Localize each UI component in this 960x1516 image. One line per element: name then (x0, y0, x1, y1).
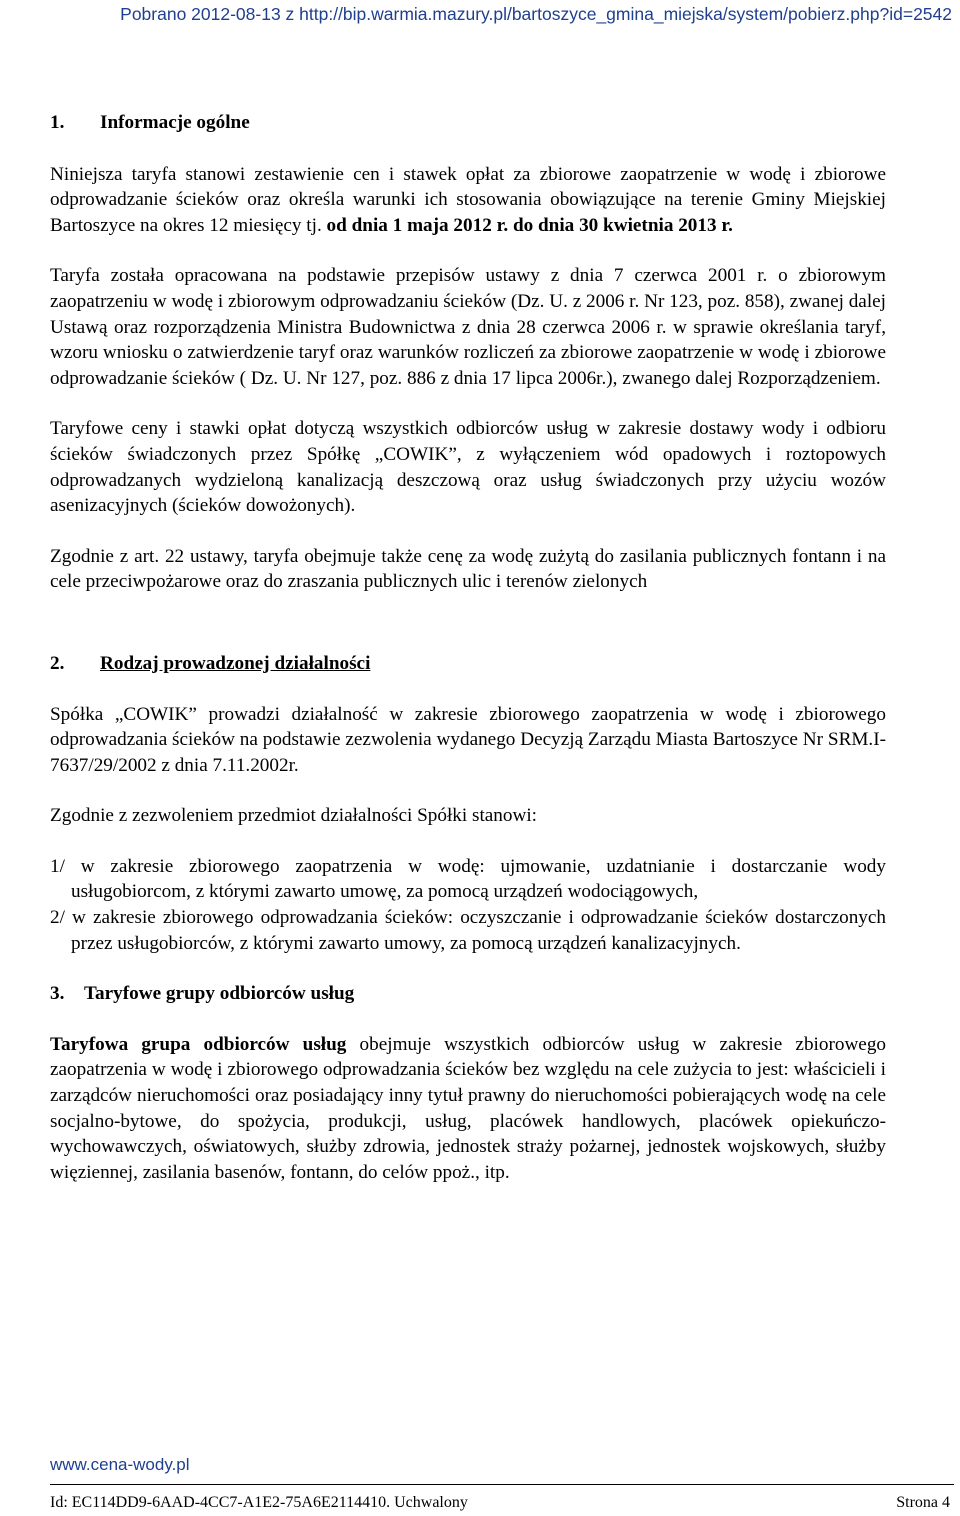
section-number: 3. (50, 983, 65, 1005)
section-number: 2. (50, 652, 65, 674)
footer-divider (50, 1484, 954, 1485)
paragraph: Spółka „COWIK” prowadzi działalność w zakresie zbiorowego zaopatrzenia w wodę i zbiorowego odprowadzania ścieków na podstawie zezwolenia wydanego Decyzją Zarządu Miasta Bartoszyce Nr SRM.I-7637/29/2002 z dnia 7.11.2002r. (50, 703, 886, 776)
document-body (50, 110, 886, 1185)
paragraph (50, 162, 886, 239)
section-title: Rodzaj prowadzonej działalności (100, 652, 371, 674)
validity-period: od dnia 1 maja 2012 r. do dnia 30 kwietnia 2013 r. (326, 214, 733, 236)
document-id: Id: EC114DD9-6AAD-4CC7-A1E2-75A6E2114410. Uchwalony (50, 1494, 468, 1511)
paragraph: Zgodnie z zezwoleniem przedmiot działalności Spółki stanowi: (50, 805, 538, 827)
footer-site-link[interactable]: www.cena-wody.pl (50, 1455, 190, 1474)
list-item: 2/ w zakresie zbiorowego odprowadzania ścieków: oczyszczanie i odprowadzanie ścieków dostarczonych przez usługobiorców, z którymi zawarto umowy, za pomocą urządzeń kanalizacyjnych. (50, 907, 886, 954)
section-1-heading (50, 110, 886, 136)
paragraph: Taryfa została opracowana na podstawie przepisów ustawy z dnia 7 czerwca 2001 r. o zbiorowym zaopatrzeniu w wodę i zbiorowym odprowadzaniu ścieków (Dz. U. z 2006 r. Nr 123, poz. 858), zwanej dalej Ustawą oraz rozporządzenia Ministra Budownictwa z dnia 28 czerwca 2006 r. w sprawie określania taryf, wzoru wniosku o zatwierdzenie taryf oraz warunków rozliczeń za zbiorowe zaopatrzenie w wodę i zbiorowe odprowadzanie ścieków ( Dz. U. Nr 127, poz. 886 z dnia 17 lipca 2006r.), zwanego dalej Rozporządzeniem. (50, 265, 886, 389)
section-title: Taryfowe grupy odbiorców usług (84, 983, 355, 1005)
page-number: Strona 4 (896, 1494, 950, 1511)
section-2-heading (50, 651, 886, 677)
section-3-heading (50, 981, 886, 1007)
paragraph-text: obejmuje wszystkich odbiorców usług w zakresie zbiorowego zaopatrzenia w wodę i zbiorowego odprowadzania ścieków bez względu na cele zużycia to jest: właścicieli i zarządców nieruchomości oraz posiadający inny tytuł prawny do nieruchomości pobierających wodę na cele socjalno-bytowe, do spożycia, produkcji, usług, placówek handlowych, placówek opiekuńczo-wychowawczych, oświatowych, służby zdrowia, jednostek straży pożarnej, jednostek wojskowych, służby więziennej, zasilania basenów, fontann, do celów ppoż., itp. (50, 1033, 887, 1183)
paragraph-text: Niniejsza taryfa stanowi zestawienie cen i stawek opłat za zbiorowe zaopatrzenie w wodę i zbiorowe odprowadzanie ścieków oraz określa warunki ich stosowania obowiązujące na terenie Gminy Miejskiej Bartoszyce na okres 12 miesięcy tj. (50, 163, 886, 236)
download-source-header: Pobrano 2012-08-13 z http://bip.warmia.mazury.pl/bartoszyce_gmina_miejska/system/pobierz.php?id=2542 (120, 4, 952, 24)
paragraph (50, 1032, 886, 1186)
paragraph: Taryfowe ceny i stawki opłat dotyczą wszystkich odbiorców usług w zakresie dostawy wody i odbioru ścieków świadczonych przez Spółkę „COWIK”, z wyłączeniem wód opadowych i roztopowych odprowadzanych wydzieloną kanalizacją deszczową oraz usług świadczonych przy użyciu wozów asenizacyjnych (ścieków dowożonych). (50, 418, 886, 517)
paragraph: Zgodnie z art. 22 ustawy, taryfa obejmuje także cenę za wodę zużytą do zasilania publicznych fontann i na cele przeciwpożarowe oraz do zraszania publicznych ulic i terenów zielonych (50, 545, 886, 593)
list-item: 1/ w zakresie zbiorowego zaopatrzenia w wodę: ujmowanie, uzdatnianie i dostarczanie wody usługobiorcom, z którymi zawarto umowę, za pomocą urządzeń wodociągowych, (50, 855, 886, 903)
section-number: 1. (50, 112, 65, 133)
section-title: Informacje ogólne (100, 112, 250, 133)
group-name: Taryfowa grupa odbiorców usług (50, 1033, 347, 1055)
